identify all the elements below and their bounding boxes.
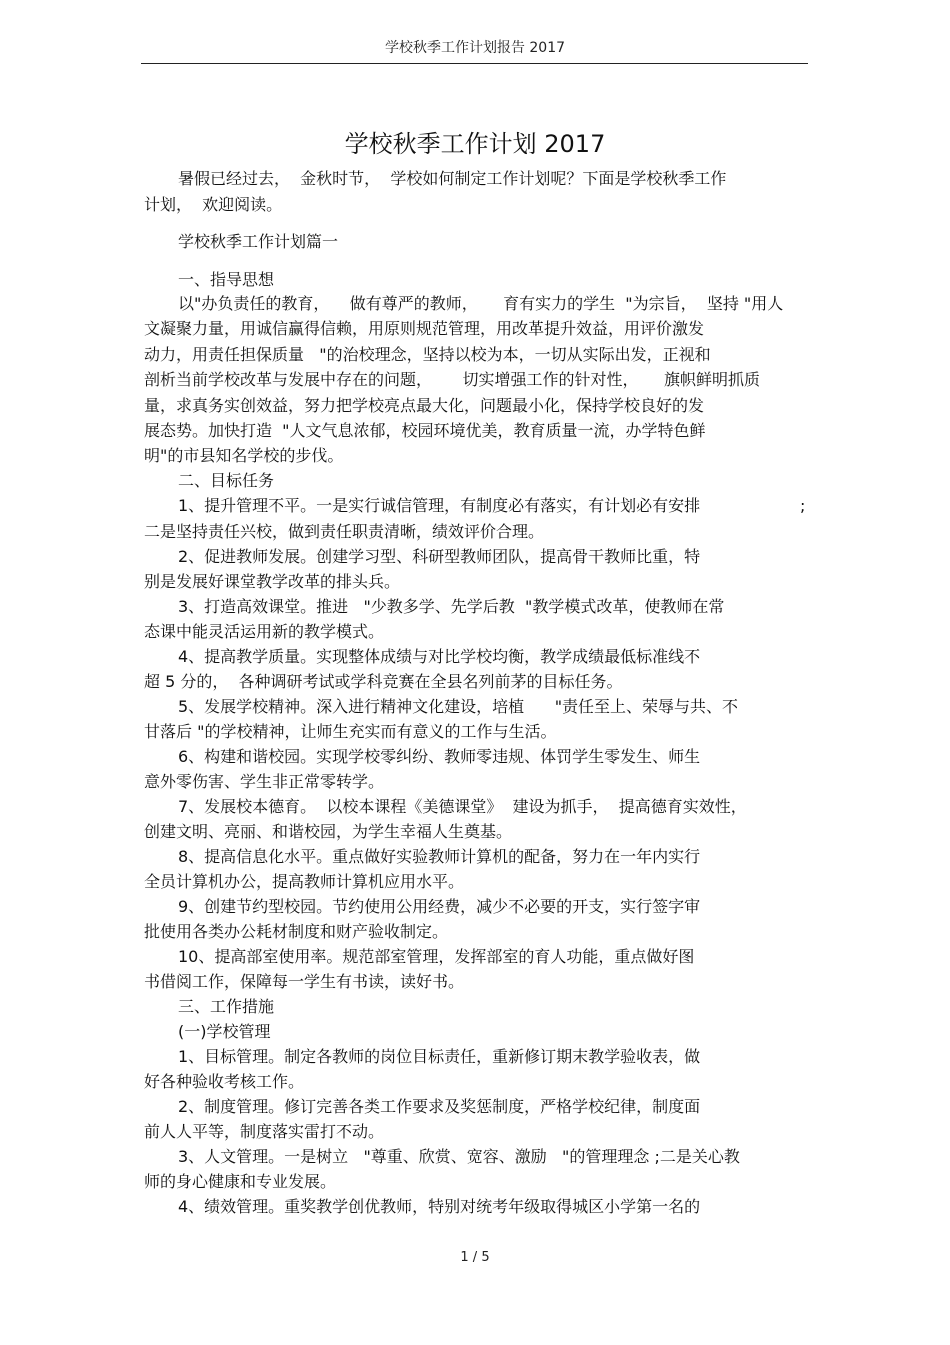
section-heading: (一)学校管理	[178, 1022, 271, 1041]
body-line: 师的身心健康和专业发展。	[144, 1172, 337, 1191]
body-line: 7、发展校本德育。 以校本课程《美德课堂》 建设为抓手， 提高德育实效性，	[178, 797, 747, 816]
body-line: 剖析当前学校改革与发展中存在的问题， 切实增强工作的针对性， 旗帜鲜明抓质	[144, 370, 760, 389]
body-line: 暑假已经过去， 金秋时节， 学校如何制定工作计划呢？下面是学校秋季工作	[178, 169, 727, 188]
body-line: 3、人文管理。一是树立 "尊重、欣赏、宽容、激励 "的管理理念 ;二是关心教	[178, 1147, 740, 1166]
body-line: 批使用各类办公耗材制度和财产验收制定。	[144, 922, 449, 941]
body-line: 以"办负责任的教育， 做有尊严的教师， 育有实力的学生 "为宗旨， 坚持 "用人	[178, 294, 784, 313]
body-line: 超 5 分的， 各种调研考试或学科竞赛在全县名列前茅的目标任务。	[144, 672, 623, 691]
page-number: 1 / 5	[460, 1250, 490, 1265]
body-line: 文凝聚力量，用诚信赢得信赖，用原则规范管理，用改革提升效益，用评价激发	[144, 319, 705, 338]
body-line: 动力，用责任担保质量 "的治校理念，坚持以校为本，一切从实际出发，正视和	[144, 345, 711, 364]
body-line: 2、制度管理。修订完善各类工作要求及奖惩制度，严格学校纪律，制度面	[178, 1097, 701, 1116]
body-line: 全员计算机办公，提高教师计算机应用水平。	[144, 872, 465, 891]
body-line: 创建文明、亮丽、和谐校园，为学生幸福人生奠基。	[144, 822, 513, 841]
document-title: 学校秋季工作计划 2017	[344, 130, 606, 158]
body-line: 甘落后 "的学校精神，让师生充实而有意义的工作与生活。	[144, 722, 557, 741]
header-rule	[141, 63, 808, 64]
body-line: 1、提升管理不平。一是实行诚信管理，有制度必有落实，有计划必有安排	[178, 496, 701, 515]
section-heading: 学校秋季工作计划篇一	[178, 232, 339, 251]
body-line: 2、促进教师发展。创建学习型、科研型教师团队，提高骨干教师比重，特	[178, 547, 701, 566]
section-heading: 三、工作措施	[178, 997, 275, 1016]
body-line: 量，求真务实创效益，努力把学校亮点最大化，问题最小化，保持学校良好的发	[144, 396, 705, 415]
body-line: 5、发展学校精神。深入进行精神文化建设，培植 "责任至上、荣辱与共、不	[178, 697, 739, 716]
body-line: 别是发展好课堂教学改革的排头兵。	[144, 572, 401, 591]
body-line: 10、提高部室使用率。规范部室管理，发挥部室的育人功能，重点做好图	[178, 947, 695, 966]
section-heading: 一、指导思想	[178, 270, 275, 289]
body-line: 态课中能灵活运用新的教学模式。	[144, 622, 385, 641]
body-line: 6、构建和谐校园。实现学校零纠纷、教师零违规、体罚学生零发生、师生	[178, 747, 701, 766]
body-line: 明"的市县知名学校的步伐。	[144, 446, 344, 465]
body-line: 书借阅工作，保障每一学生有书读，读好书。	[144, 972, 465, 991]
body-line: 计划， 欢迎阅读。	[144, 195, 283, 214]
body-line: ;	[800, 496, 806, 515]
body-line: 二是坚持责任兴校，做到责任职责清晰，绩效评价合理。	[144, 522, 545, 541]
body-line: 8、提高信息化水平。重点做好实验教师计算机的配备，努力在一年内实行	[178, 847, 701, 866]
body-line: 好各种验收考核工作。	[144, 1072, 305, 1091]
body-line: 1、目标管理。制定各教师的岗位目标责任，重新修订期末教学验收表，做	[178, 1047, 701, 1066]
body-line: 4、提高教学质量。实现整体成绩与对比学校均衡，教学成绩最低标准线不	[178, 647, 701, 666]
body-line: 展态势。加快打造 "人文气息浓郁，校园环境优美，教育质量一流，办学特色鲜	[144, 421, 706, 440]
body-line: 前人人平等，制度落实雷打不动。	[144, 1122, 385, 1141]
body-line: 意外零伤害、学生非正常零转学。	[144, 772, 385, 791]
running-header: 学校秋季工作计划报告 2017	[384, 40, 566, 56]
body-line: 9、创建节约型校园。节约使用公用经费，减少不必要的开支，实行签字审	[178, 897, 701, 916]
body-line: 4、绩效管理。重奖教学创优教师，特别对统考年级取得城区小学第一名的	[178, 1197, 701, 1216]
body-line: 3、打造高效课堂。推进 "少教多学、先学后教 "教学模式改革，使教师在常	[178, 597, 725, 616]
section-heading: 二、目标任务	[178, 471, 275, 490]
